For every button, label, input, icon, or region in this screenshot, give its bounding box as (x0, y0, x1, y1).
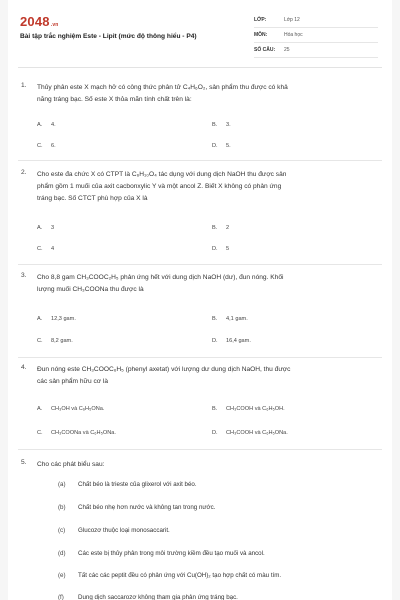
option-text: 8,2 gam. (51, 338, 73, 344)
worksheet-header (8, 0, 392, 68)
option-key: C. (37, 430, 43, 436)
option-c[interactable] (37, 338, 73, 344)
option-key: B. (212, 225, 218, 231)
question-text (37, 169, 385, 205)
question-line: lượng muối CH₃COONa thu được là (37, 286, 144, 293)
option-text: 12,3 gam. (51, 316, 76, 322)
option-c[interactable] (37, 430, 116, 436)
question-line: năng tráng bạc. Số este X thỏa mãn tính chất trên là: (37, 96, 192, 103)
option-text: CH₃COOH và C₆H₅OH. (226, 406, 285, 412)
statement-text: Các este bị thủy phân trong môi trường kiềm đều tạo muối và ancol. (78, 550, 265, 557)
option-text: CH₃COOH và C₆H₅ONa. (226, 430, 288, 436)
statement-a (58, 481, 197, 488)
statement-key: (c) (58, 527, 66, 534)
option-d[interactable] (212, 430, 288, 436)
option-b[interactable] (212, 122, 231, 128)
question-number: 5. (21, 459, 27, 466)
meta-count-label: SỐ CÂU: (254, 47, 276, 53)
question-line: tráng bạc. Số CTCT phù hợp của X là (37, 195, 148, 202)
meta-subject-value: Hóa học (284, 32, 303, 38)
statement-text: Chất béo nhẹ hơn nước và không tan trong nước. (78, 504, 216, 511)
question-line: phẩm gồm 1 muối của axit cacbonxylic Y và một ancol Z. Biết X không có phản ứng (37, 183, 282, 190)
statement-c (58, 527, 170, 534)
question-divider (18, 449, 382, 450)
meta-class-label: LỚP: (254, 17, 267, 23)
option-key: D. (212, 430, 218, 436)
question-line: Cho 8,8 gam CH₃COOC₂H₅ phản ứng hết với dung dịch NaOH (dư), đun nóng. Khối (37, 274, 284, 281)
site-logo[interactable] (20, 14, 59, 29)
question-line: Cho este đa chức X có CTPT là C₆H₁₀O₄ tác dụng với dung dịch NaOH thu được sản (37, 171, 287, 178)
question-number: 3. (21, 272, 27, 279)
option-b[interactable] (212, 316, 248, 322)
statement-key: (e) (58, 572, 66, 579)
question-divider (18, 160, 382, 161)
option-key: A. (37, 225, 43, 231)
question-divider (18, 357, 382, 358)
option-text: 3. (226, 122, 231, 128)
option-key: C. (37, 143, 43, 149)
option-d[interactable] (212, 143, 231, 149)
meta-count-value: 25 (284, 47, 290, 53)
option-key: B. (212, 122, 218, 128)
question-number: 4. (21, 364, 27, 371)
option-key: A. (37, 316, 43, 322)
option-key: C. (37, 338, 43, 344)
option-a[interactable] (37, 316, 76, 322)
statement-text: Dung dịch saccarozơ không tham gia phản ứng tráng bạc. (78, 594, 238, 600)
question-line: các sản phẩm hữu cơ là (37, 378, 109, 385)
option-text: 4 (51, 246, 55, 252)
statement-key: (f) (58, 594, 64, 600)
question-text (37, 459, 385, 471)
option-text: 5. (226, 143, 231, 149)
option-key: B. (212, 316, 218, 322)
option-text: 5 (226, 246, 230, 252)
option-key: D. (212, 143, 218, 149)
option-text: 3 (51, 225, 55, 231)
option-key: A. (37, 122, 43, 128)
statement-text: Tất các các peptit đều có phản ứng với Cu(OH)₂ tạo hợp chất có màu tím. (78, 572, 282, 579)
question-text (37, 364, 385, 388)
option-c[interactable] (37, 143, 56, 149)
meta-count-row (254, 44, 378, 58)
statement-b (58, 504, 215, 511)
option-a[interactable] (37, 122, 56, 128)
statement-d (58, 550, 265, 557)
statement-key: (d) (58, 550, 66, 557)
option-key: D. (212, 338, 218, 344)
option-key: A. (37, 406, 43, 412)
option-b[interactable] (212, 406, 285, 412)
option-key: B. (212, 406, 218, 412)
header-divider (18, 67, 382, 68)
meta-class-value: Lớp 12 (284, 17, 300, 23)
statement-key: (b) (58, 504, 66, 511)
option-text: 6. (51, 143, 56, 149)
statement-e (58, 572, 281, 579)
question-text (37, 272, 385, 296)
statement-text: Glucozơ thuộc loại monosaccarit. (78, 527, 170, 534)
worksheet-page (8, 0, 392, 600)
option-a[interactable] (37, 406, 104, 412)
statement-text: Chất béo là trieste của glixerol với axit béo. (78, 481, 197, 488)
option-d[interactable] (212, 246, 229, 252)
question-line: Thủy phân este X mạch hở có công thức phân tử C₄H₆O₂, sản phẩm thu được có khả (37, 84, 288, 91)
option-key: D. (212, 246, 218, 252)
statement-key: (a) (58, 481, 66, 488)
question-line: Cho các phát biểu sau: (37, 461, 105, 468)
logo-text: 2048 (20, 14, 50, 29)
option-text: 4. (51, 122, 56, 128)
option-c[interactable] (37, 246, 54, 252)
option-a[interactable] (37, 225, 54, 231)
option-text: CH₃COONa và C₆H₅ONa. (51, 430, 116, 436)
option-text: 16,4 gam. (226, 338, 251, 344)
question-divider (18, 264, 382, 265)
question-number: 1. (21, 82, 27, 89)
option-b[interactable] (212, 225, 229, 231)
statement-f (58, 594, 238, 600)
option-key: C. (37, 246, 43, 252)
question-number: 2. (21, 169, 27, 176)
logo-suffix: .vn (50, 22, 59, 28)
question-line: Đun nóng este CH₃COOC₆H₅ (phenyl axetat) với lượng dư dung dịch NaOH, thu được (37, 366, 291, 373)
meta-class-row (254, 14, 378, 28)
option-d[interactable] (212, 338, 251, 344)
option-text: 4,1 gam. (226, 316, 248, 322)
document-title: Bài tập trắc nghiệm Este - Lipit (mức độ thông hiểu - P4) (20, 33, 197, 40)
option-text: 2 (226, 225, 230, 231)
option-text: CH₃OH và C₆H₅ONa. (51, 406, 105, 412)
meta-subject-label: MÔN: (254, 32, 268, 38)
question-text (37, 82, 385, 106)
meta-subject-row (254, 29, 378, 43)
